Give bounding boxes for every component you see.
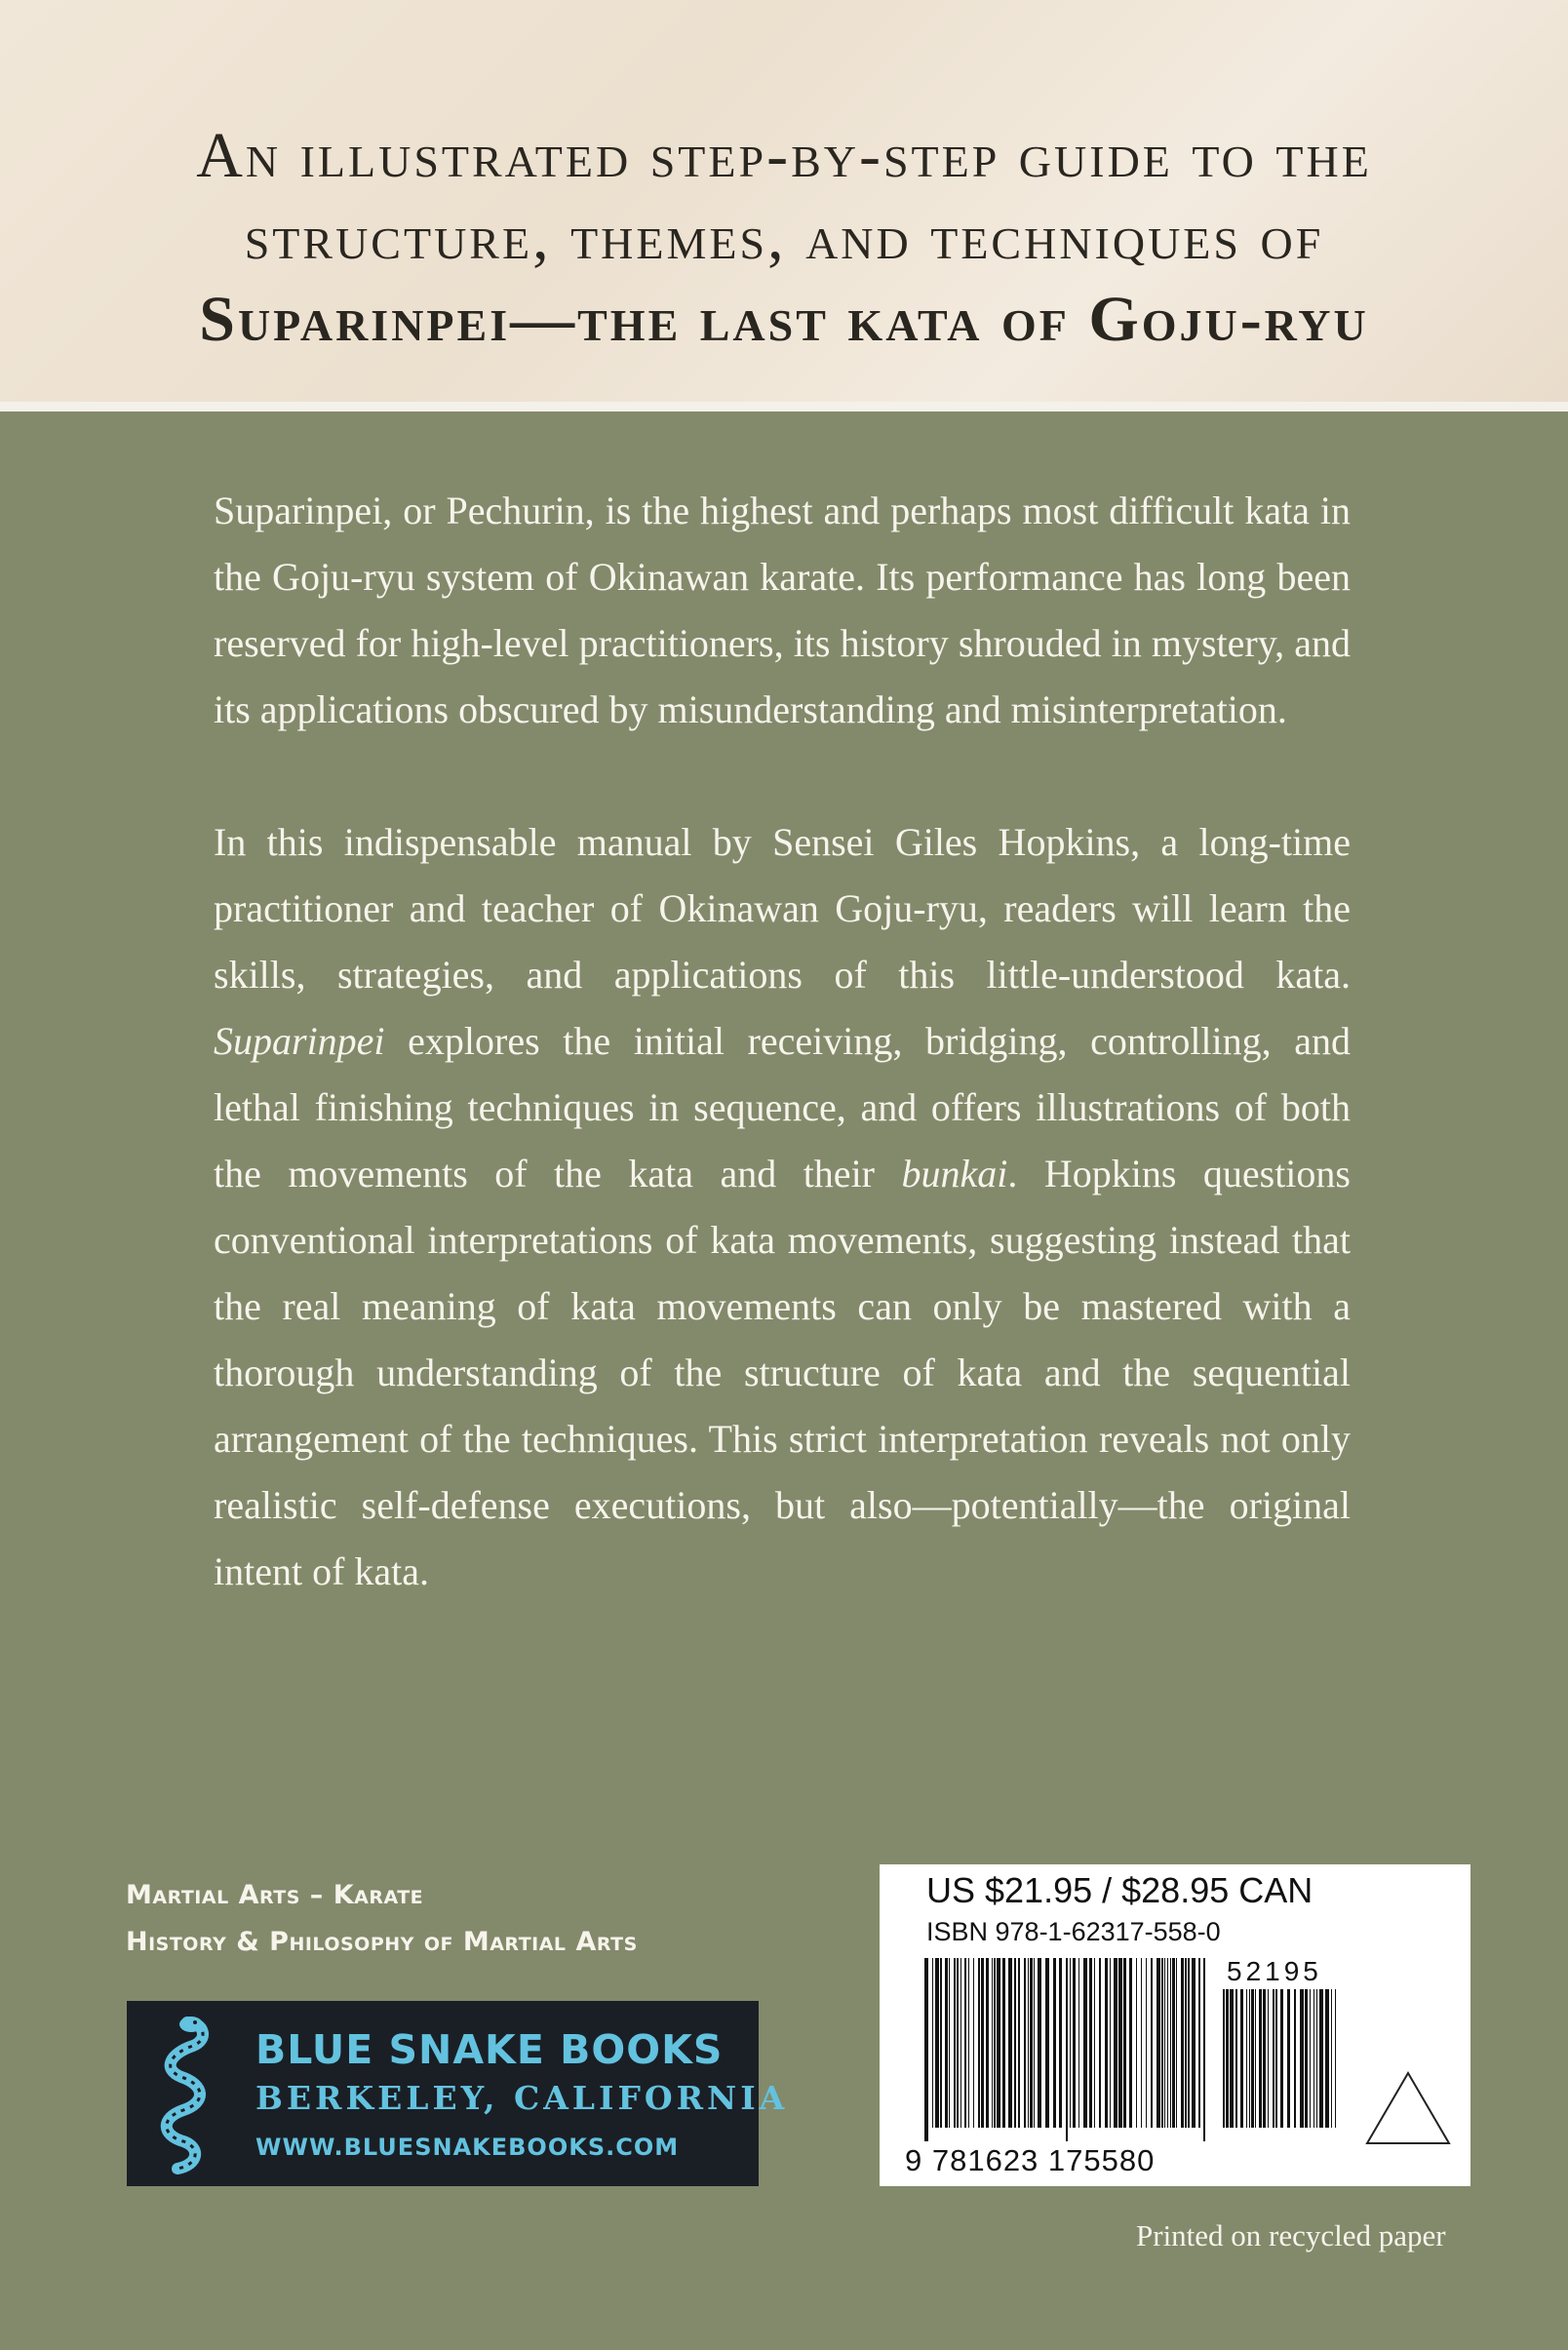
barcode-bar	[1070, 1958, 1071, 2128]
barcode-box	[880, 1864, 1470, 2186]
barcode-bar	[1014, 1958, 1016, 2128]
description-book-title: Suparinpei	[214, 1019, 385, 1063]
barcode-bar	[1273, 1989, 1274, 2128]
barcode-bar	[1028, 1958, 1029, 2128]
barcode-bar	[1172, 1958, 1175, 2128]
barcode-bar	[1305, 1989, 1308, 2128]
isbn-barcode	[924, 1958, 1207, 2141]
barcode-bar	[1118, 1958, 1122, 2128]
barcode-bar	[1249, 1989, 1250, 2128]
barcode-bar	[1335, 1989, 1336, 2128]
barcode-bar	[1136, 1958, 1137, 2128]
barcode-bar	[1170, 1958, 1171, 2128]
barcode-bar	[1176, 1958, 1177, 2128]
barcode-bar	[1263, 1989, 1266, 2128]
tagline-line-3: Suparinpei—the last kata of Goju-ryu	[199, 284, 1369, 355]
barcode-bar	[1141, 1958, 1142, 2128]
isbn-digits: 9 781623 175580	[905, 2143, 1156, 2177]
barcode-bar	[945, 1958, 948, 2128]
category-2: History & Philosophy of Martial Arts	[126, 1927, 638, 1957]
tagline	[0, 115, 1568, 361]
publisher-logo-box	[127, 2001, 789, 2186]
triangle-icon	[1363, 2069, 1453, 2147]
barcode-bar	[1034, 1958, 1035, 2128]
barcode-bar	[1059, 1958, 1062, 2128]
publisher-url[interactable]: WWW.BLUESNAKEBOOKS.COM	[255, 2134, 680, 2161]
description-p2-part-c: . Hopkins questions conventional interpretations of kata movements, suggesting instead that the real meaning of kata movements can only be mastered with a thorough understanding of the structure of kata and the sequential arrangement of the techniques. This strict interpretation reveals not only realistic self-defense executions, but also—potentially—the original intent of kata.	[214, 1152, 1351, 1593]
barcode-bar	[1123, 1958, 1126, 2128]
barcode-bar	[992, 1958, 993, 2128]
barcode-bar	[1255, 1989, 1256, 2128]
barcode-bar	[1294, 1989, 1296, 2128]
barcode-bar	[1030, 1958, 1033, 2128]
barcode-bar	[1129, 1958, 1132, 2128]
barcode-bar	[1156, 1958, 1160, 2128]
barcode-bar	[968, 1958, 969, 2128]
barcode-bar	[1268, 1989, 1269, 2128]
barcode-bar	[1024, 1958, 1026, 2128]
barcode-bar	[997, 1958, 1000, 2128]
barcode-bar	[1083, 1958, 1087, 2128]
barcode-bar	[1002, 1958, 1005, 2128]
description-paragraph-2	[214, 809, 1351, 1605]
barcode-bar	[924, 1958, 928, 2141]
barcode-bar	[1325, 1989, 1329, 2128]
barcode-bar	[1300, 1989, 1304, 2128]
header-band	[0, 0, 1568, 402]
price-barcode	[1223, 1989, 1340, 2141]
barcode-bar	[954, 1958, 956, 2128]
barcode-bar	[1313, 1989, 1314, 2128]
barcode-bar	[1167, 1958, 1168, 2128]
barcode-bar	[1181, 1958, 1184, 2128]
barcode-bar	[1099, 1958, 1101, 2128]
barcode-bar	[1259, 1989, 1262, 2128]
barcode-bar	[1188, 1958, 1190, 2128]
tagline-line-2: structure, themes, and techniques of	[244, 202, 1324, 273]
barcode-bar	[994, 1958, 996, 2128]
barcode-bar	[1223, 1989, 1225, 2128]
barcode-bar	[981, 1958, 984, 2128]
book-description	[214, 478, 1351, 1671]
barcode-bar	[1008, 1958, 1012, 2128]
barcode-bar	[1066, 1958, 1068, 2141]
barcode-bar	[1094, 1958, 1095, 2128]
barcode-bar	[1331, 1989, 1332, 2128]
barcode-bar	[1185, 1958, 1187, 2128]
barcode-bar	[1110, 1958, 1111, 2128]
barcode-bar	[1251, 1989, 1254, 2128]
barcode-bar	[940, 1958, 942, 2128]
recycled-paper-note: Printed on recycled paper	[1136, 2218, 1446, 2252]
barcode-bar	[1164, 1958, 1165, 2128]
barcode-bar	[957, 1958, 959, 2128]
snake-icon	[148, 2013, 216, 2176]
barcode-bar	[1089, 1958, 1092, 2128]
barcode-bar	[1316, 1989, 1317, 2128]
barcode-bar	[964, 1958, 966, 2128]
isbn-label: ISBN 978-1-62317-558-0	[926, 1917, 1221, 1946]
description-paragraph-1: Suparinpei, or Pechurin, is the highest and perhaps most difficult kata in the Goju-ryu system of Okinawan karate. Its performance has long been reserved for high-level practitioners, its history shrouded in mystery, and its applications obscured by misunderstanding and misinterpretation.	[214, 489, 1351, 731]
barcode-bar	[1105, 1958, 1108, 2128]
barcode-bar	[1192, 1958, 1196, 2128]
barcode-bar	[1045, 1958, 1049, 2128]
barcode-bar	[1230, 1989, 1234, 2128]
category-1: Martial Arts – Karate	[126, 1880, 424, 1910]
barcode-bar	[1078, 1958, 1079, 2128]
barcode-bar	[1151, 1958, 1153, 2128]
barcode-bar	[1226, 1989, 1229, 2128]
description-p2-part-b: explores the initial receiving, bridging, controlling, and lethal finishing techniques in sequence, and offers illustrations of both the movements of the kata and their	[214, 1019, 1351, 1195]
description-term: bunkai	[901, 1152, 1008, 1195]
barcode-bar	[973, 1958, 974, 2128]
publisher-city: BERKELEY, CALIFORNIA	[255, 2079, 789, 2117]
barcode-bar	[932, 1958, 933, 2128]
barcode-bar	[1073, 1958, 1076, 2128]
barcode-bar	[1114, 1958, 1117, 2128]
barcode-bar	[949, 1958, 950, 2128]
barcode-bar	[1310, 1989, 1311, 2128]
barcode-bar	[1287, 1989, 1290, 2128]
price-label: US $21.95 / $28.95 CAN	[926, 1870, 1313, 1910]
publisher-name: BLUE SNAKE BOOKS	[255, 2026, 724, 2073]
description-p2-part-a: In this indispensable manual by Sensei Giles Hopkins, a long-time practitioner and teacher of Okinawan Goju-ryu, readers will learn the skills, strategies, and applications of this little-understood kata.	[214, 820, 1351, 997]
barcode-bar	[1198, 1958, 1200, 2128]
barcode-bar	[978, 1958, 980, 2128]
barcode-bar	[1319, 1989, 1323, 2128]
barcode-bar	[1240, 1989, 1243, 2128]
price-code: 52195	[1227, 1956, 1322, 1986]
tagline-line-1: An illustrated step-by-step guide to the	[196, 120, 1372, 191]
barcode-bar	[1018, 1958, 1020, 2128]
subject-categories	[126, 1872, 638, 1966]
barcode-bar	[1038, 1958, 1041, 2128]
barcode-bar	[1280, 1989, 1283, 2128]
barcode-bar	[1275, 1989, 1277, 2128]
barcode-bar	[1246, 1989, 1247, 2128]
barcode-bar	[935, 1958, 939, 2128]
barcode-bar	[1053, 1958, 1056, 2128]
barcode-bar	[960, 1958, 961, 2128]
barcode-bar	[1203, 1958, 1205, 2141]
barcode-bar	[1161, 1958, 1163, 2128]
barcode-bar	[1235, 1989, 1237, 2128]
barcode-bar	[1146, 1958, 1147, 2128]
barcode-bar	[986, 1958, 989, 2128]
